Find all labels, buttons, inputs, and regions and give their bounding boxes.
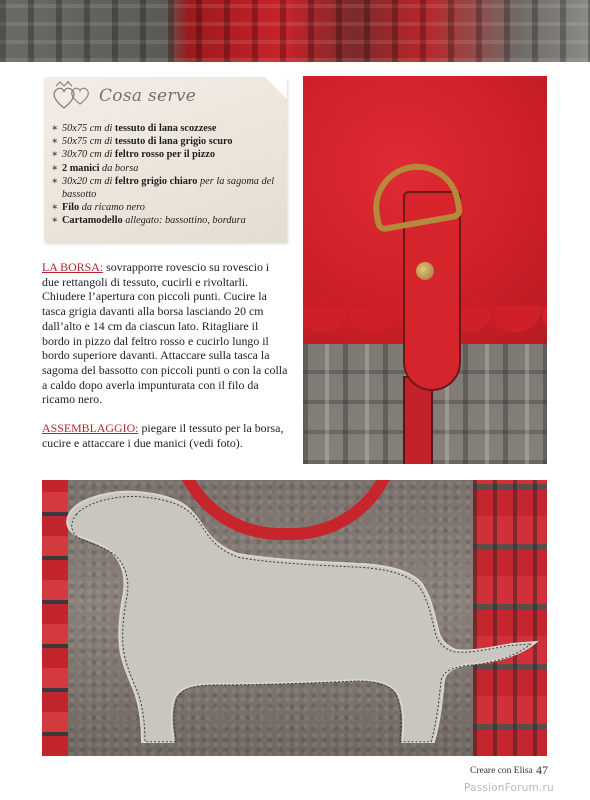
section-text-borsa: sovrapporre rovescio su rovescio i due rettangoli di tessuto, cucirli e rivoltarli. Chiudere l’apertura con piccoli punti. Cucire la tasca grigia davanti alla borsa lasciando 20 cm dall’alto e 14 cm da ciascun lato. Ritagliare il bordo in pizzo dal feltro rosso e cucirlo lungo il bordo superiore davanti. Attaccare sulla tasca la sagoma del bassotto con piccoli punti o con la colla a caldo dopo averla impunturata con il filo da ricamo nero. xyxy=(42,260,288,407)
bag-buckle-photo xyxy=(303,76,547,464)
page-number: 47 xyxy=(536,763,548,777)
material-item xyxy=(50,162,282,175)
section-assemblaggio xyxy=(42,421,288,450)
materials-card-header xyxy=(50,79,196,113)
materials-title: Cosa serve xyxy=(99,86,197,106)
instructions-text xyxy=(42,260,288,450)
material-bold: 2 manici xyxy=(62,162,100,174)
material-item xyxy=(50,148,282,161)
material-item xyxy=(50,201,282,214)
hearts-crown-icon xyxy=(50,80,96,112)
star-bullet-icon: ✶ xyxy=(51,163,59,174)
material-bold: feltro rosso per il pizzo xyxy=(114,149,215,161)
star-bullet-icon: ✶ xyxy=(51,203,59,214)
material-bold: Cartamodello xyxy=(62,215,123,227)
section-borsa xyxy=(42,260,288,407)
material-item xyxy=(50,122,282,135)
material-bold: Filo xyxy=(62,202,80,214)
material-post-italic: per la sagoma del bassotto xyxy=(62,175,275,201)
star-bullet-icon: ✶ xyxy=(51,124,59,134)
material-pre-italic: 30x70 cm di xyxy=(62,149,115,161)
watermark: PassionForum.ru xyxy=(464,782,554,794)
material-pre-italic: 30x20 cm di xyxy=(62,175,115,187)
section-heading-assemblaggio: ASSEMBLAGGIO: xyxy=(42,421,139,436)
star-bullet-icon: ✶ xyxy=(51,176,59,187)
material-item xyxy=(50,135,282,148)
material-bold: tessuto di lana grigio scuro xyxy=(114,136,233,148)
material-post-italic: da ricamo nero xyxy=(79,202,145,214)
top-bag-photo xyxy=(0,0,590,62)
magazine-name: Creare con Elisa xyxy=(470,766,533,776)
section-heading-borsa: LA BORSA: xyxy=(42,260,104,274)
materials-list xyxy=(50,122,282,228)
star-bullet-icon: ✶ xyxy=(51,150,59,161)
material-item xyxy=(50,175,282,201)
material-post-italic: da borsa xyxy=(99,162,139,174)
star-bullet-icon: ✶ xyxy=(51,137,59,148)
material-bold: feltro grigio chiaro xyxy=(114,175,198,187)
dachshund-applique-icon xyxy=(42,480,547,756)
gold-rivet xyxy=(416,262,434,280)
material-bold: tessuto di lana scozzese xyxy=(114,123,217,134)
material-item xyxy=(50,214,282,227)
section-text-assemblaggio: piegare il tessuto per la borsa, cucire e attaccare i due manici (vedi foto). xyxy=(42,421,284,450)
star-bullet-icon: ✶ xyxy=(51,216,59,227)
material-pre-italic: 50x75 cm di xyxy=(62,123,115,134)
dachshund-pocket-photo xyxy=(42,480,547,756)
material-pre-italic: 50x75 cm di xyxy=(62,136,115,148)
materials-card xyxy=(44,77,287,242)
material-post-italic: allegato: bassottino, bordura xyxy=(122,215,246,227)
